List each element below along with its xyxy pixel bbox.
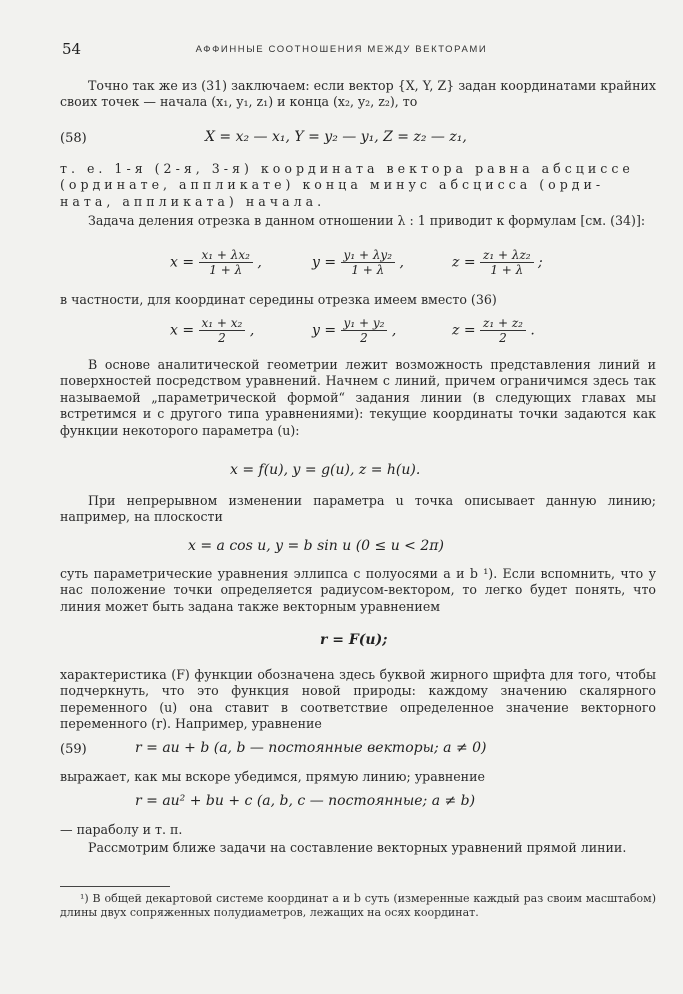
paragraph-2-line-2: (ординате, аппликате) конца минус абсцисса (орди- xyxy=(60,177,605,193)
midpoint-z-lhs: z = xyxy=(452,322,476,339)
footnote-rule xyxy=(60,886,170,887)
midpoint-z-fraction xyxy=(480,316,526,345)
midpoint-x-lhs: x = xyxy=(170,322,195,339)
midpoint-x-numerator: x₁ + x₂ xyxy=(199,316,246,331)
equation-58-label: (58) xyxy=(60,131,87,146)
paragraph-3: Задача деления отрезка в данном отношении λ : 1 приводит к формулам [см. (34)]: xyxy=(88,213,646,228)
midpoint-z-denominator: 2 xyxy=(499,331,507,345)
midpoint-y-lhs: y = xyxy=(312,322,337,339)
paragraph-2 xyxy=(60,161,656,210)
running-header: АФФИННЫЕ СООТНОШЕНИЯ МЕЖДУ ВЕКТОРАМИ xyxy=(195,44,488,55)
formula-z-fraction xyxy=(480,248,534,277)
equation-58: X = x₂ — x₁, Y = y₂ — y₁, Z = z₂ — z₁, xyxy=(205,129,467,145)
formula-x-midpoint: x = $\frac{\text{x₁ + x₂}}{2}$ , xyxy=(170,316,255,345)
midpoint-y-numerator: y₁ + y₂ xyxy=(341,316,388,331)
footnote: ¹) В общей декартовой системе координат a и b суть (измеренные каждый раз своим масштабом) длины двух сопряженных полудиаметров, лежащих на осях координат. xyxy=(60,892,656,919)
equation-59: r = au + b (a, b — постоянные векторы; a ≠ 0) xyxy=(135,740,487,756)
formula-y-ratio: y = $\frac{\text{y₁ + λy₂}}{1 + \lambda}$ , xyxy=(312,248,404,277)
formula-y-midpoint: y = $\frac{\text{y₁ + y₂}}{2}$ , xyxy=(312,316,397,345)
page-number: 54 xyxy=(62,40,82,58)
midpoint-x-fraction xyxy=(199,316,246,345)
formula-z-ratio: z = $\frac{\text{z₁ + λz₂}}{1 + \lambda}$ ; xyxy=(452,248,543,277)
formula-z-numerator: z₁ + λz₂ xyxy=(480,248,534,263)
equation-parametric: x = f(u), y = g(u), z = h(u). xyxy=(230,462,421,478)
equation-ellipse: x = a cos u, y = b sin u (0 ≤ u < 2π) xyxy=(188,538,444,554)
midpoint-y-denominator: 2 xyxy=(360,331,368,345)
formula-x-fraction xyxy=(199,248,253,277)
paragraph-2-line-3: ната, аппликата) начала. xyxy=(60,193,326,209)
paragraph-8: характеристика (F) функции обозначена здесь буквой жирного шрифта для того, чтобы подчеркнуть, что это функция новой природы: каждому значению скалярного переменного (u) она ставит в соответствие определенное значение векторного переменного (r). Например, уравнение xyxy=(60,667,656,732)
formula-x-numerator: x₁ + λx₂ xyxy=(199,248,253,263)
formula-z-midpoint: z = $\frac{\text{z₁ + z₂}}{2}$ . xyxy=(452,316,535,345)
paragraph-2-line-1: т. е. 1-я (2-я, 3-я) координата вектора равна абсциссе xyxy=(60,161,634,176)
formula-y-denominator: 1 + λ xyxy=(351,263,385,277)
midpoint-y-fraction xyxy=(341,316,388,345)
paragraph-4: в частности, для координат середины отрезка имеем вместо (36) xyxy=(60,292,497,307)
midpoint-x-denominator: 2 xyxy=(218,331,226,345)
formula-x-lhs: x = xyxy=(170,254,195,271)
paragraph-6: При непрерывном изменении параметра u точка описывает данную линию; например, на плоскости xyxy=(60,493,656,525)
paragraph-11: Рассмотрим ближе задачи на составление векторных уравнений прямой линии. xyxy=(88,840,627,855)
midpoint-z-numerator: z₁ + z₂ xyxy=(480,316,526,331)
paragraph-9: выражает, как мы вскоре убедимся, прямую линию; уравнение xyxy=(60,769,485,784)
paragraph-5: В основе аналитической геометрии лежит возможность представления линий и поверхностей посредством уравнений. Начнем с линий, причем ограничимся здесь так называемой „параметрической формой“ задания линии (в следующих главах мы встретимся и с другого типа уравнениями): текущие координаты точки задаются как функции некоторого параметра (u): xyxy=(60,357,656,438)
formula-y-numerator: y₁ + λy₂ xyxy=(341,248,395,263)
formula-y-lhs: y = xyxy=(312,254,337,271)
formula-x-ratio: x = $\frac{\text{x₁ + λx₂}}{1 + \lambda}$ , xyxy=(170,248,262,277)
formula-z-denominator: 1 + λ xyxy=(490,263,524,277)
paragraph-7: суть параметрические уравнения эллипса с полуосями a и b ¹). Если вспомнить, что у нас положение точки определяется радиусом-вектором, то легко будет понять, что линия может быть задана также векторным уравнением xyxy=(60,566,656,614)
equation-parabola: r = au² + bu + c (a, b, c — постоянные; a ≠ b) xyxy=(135,793,476,809)
formula-y-fraction xyxy=(341,248,395,277)
formula-z-lhs: z = xyxy=(452,254,476,271)
equation-59-label: (59) xyxy=(60,742,87,757)
paragraph-1: Точно так же из (31) заключаем: если вектор {X, Y, Z} задан координатами крайних своих точек — начала (x₁, y₁, z₁) и конца (x₂, y₂, z₂), то xyxy=(60,78,656,110)
paragraph-10: — параболу и т. п. xyxy=(60,822,183,837)
formula-x-denominator: 1 + λ xyxy=(209,263,243,277)
equation-vector: r = F(u); xyxy=(320,632,388,648)
